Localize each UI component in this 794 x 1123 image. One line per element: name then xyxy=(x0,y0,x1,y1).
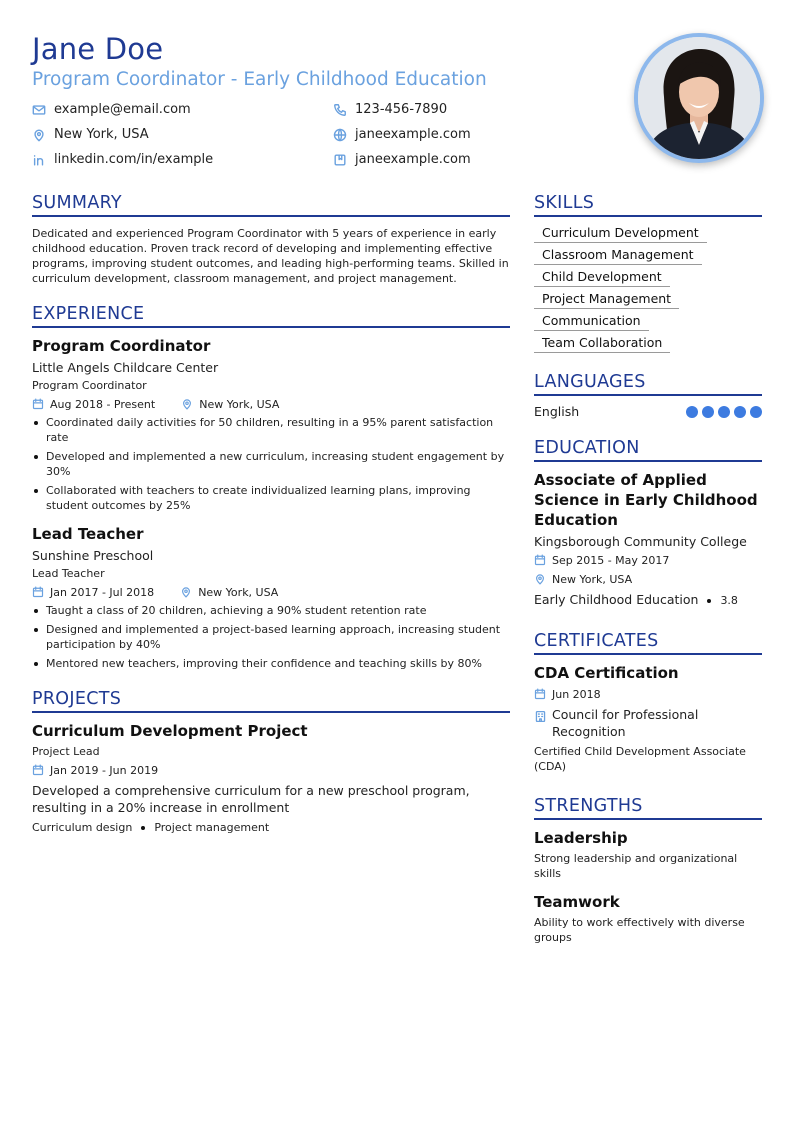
skill-tag: Team Collaboration xyxy=(534,334,670,353)
project-item xyxy=(32,721,510,835)
job-bullets xyxy=(32,603,510,671)
experience-item xyxy=(32,336,510,513)
project-tag: Curriculum design xyxy=(32,821,133,834)
portfolio-text: janeexample.com xyxy=(355,152,471,167)
strength-item xyxy=(534,828,762,881)
certificate-name: CDA Certification xyxy=(534,664,679,682)
skill-tag: Classroom Management xyxy=(534,246,702,265)
job-meta xyxy=(32,585,510,600)
email-text: example@email.com xyxy=(54,102,191,117)
summary-heading: SUMMARY xyxy=(32,192,510,217)
language-name: English xyxy=(534,404,580,419)
phone-icon xyxy=(333,103,348,118)
linkedin-text: linkedin.com/in/example xyxy=(54,152,214,167)
list-item: Mentored new teachers, improving their confidence and teaching skills by 80% xyxy=(32,656,510,671)
calendar-icon xyxy=(534,554,547,567)
job-bullets xyxy=(32,415,510,513)
strengths-heading: STRENGTHS xyxy=(534,795,762,820)
project-description: Developed a comprehensive curriculum for a new preschool program, resulting in a 20% increase in enrollment xyxy=(32,783,470,815)
candidate-title: Program Coordinator - Early Childhood Education xyxy=(32,69,487,90)
project-tags xyxy=(32,820,510,835)
languages-heading: LANGUAGES xyxy=(534,371,762,396)
certificate-issuer: Council for Professional Recognition xyxy=(552,707,699,739)
education-location: New York, USA xyxy=(552,573,633,586)
skills-list xyxy=(534,224,762,353)
experience-item xyxy=(32,524,510,671)
job-title: Program Coordinator xyxy=(32,337,211,355)
certificate-description: Certified Child Development Associate (CDA) xyxy=(534,745,746,773)
company-name: Sunshine Preschool xyxy=(32,548,154,563)
certificates-section xyxy=(534,630,762,774)
linkedin-icon xyxy=(32,153,47,168)
level-dot xyxy=(686,406,698,418)
job-title: Lead Teacher xyxy=(32,525,144,543)
calendar-icon xyxy=(32,586,45,599)
candidate-name: Jane Doe xyxy=(32,32,164,66)
company-name: Little Angels Childcare Center xyxy=(32,360,219,375)
contact-website[interactable] xyxy=(333,127,471,143)
skill-tag: Communication xyxy=(534,312,649,331)
calendar-icon xyxy=(32,398,45,411)
level-dot xyxy=(734,406,746,418)
list-item: Coordinated daily activities for 50 children, resulting in a 95% parent satisfaction rate xyxy=(32,415,510,445)
strength-desc: Strong leadership and organizational skills xyxy=(534,852,738,880)
job-location: New York, USA xyxy=(198,586,279,599)
job-role: Program Coordinator xyxy=(32,379,147,392)
education-field: Early Childhood Education xyxy=(534,592,699,607)
profile-photo-illustration xyxy=(638,37,760,159)
job-role: Lead Teacher xyxy=(32,567,105,580)
location-pin-icon xyxy=(32,128,47,143)
building-icon xyxy=(534,710,547,723)
strength-title: Leadership xyxy=(534,829,628,847)
summary-text: Dedicated and experienced Program Coordinator with 5 years of experience in early childhood education. Proven track record of developing and implementing effective programs, improving student outcomes, and leading high-performing teams. Skilled in curriculum development, classroom management, and project management. xyxy=(32,227,509,285)
project-dates: Jan 2019 - Jun 2019 xyxy=(50,764,159,777)
certificate-issuer-row xyxy=(534,706,762,740)
level-dot xyxy=(750,406,762,418)
project-meta xyxy=(32,763,510,778)
right-column xyxy=(534,192,762,945)
job-dates: Jan 2017 - Jul 2018 xyxy=(50,586,155,599)
list-item: Taught a class of 20 children, achieving a 90% student retention rate xyxy=(32,603,510,618)
education-heading: EDUCATION xyxy=(534,437,762,462)
project-tag: Project management xyxy=(154,821,270,834)
website-text: janeexample.com xyxy=(355,127,471,142)
calendar-icon xyxy=(534,688,547,701)
job-dates: Aug 2018 - Present xyxy=(50,398,156,411)
contact-linkedin[interactable] xyxy=(32,152,213,168)
separator-dot xyxy=(707,599,711,603)
education-dates-row xyxy=(534,553,762,568)
location-pin-icon xyxy=(180,586,193,599)
list-item: Developed and implemented a new curriculum, increasing student engagement by 30% xyxy=(32,449,510,479)
level-dot xyxy=(702,406,714,418)
contact-phone[interactable] xyxy=(333,102,447,118)
summary-section xyxy=(32,192,510,286)
contact-location xyxy=(32,127,149,143)
experience-heading: EXPERIENCE xyxy=(32,303,510,328)
strengths-section xyxy=(534,795,762,945)
left-column xyxy=(32,192,510,835)
strength-item xyxy=(534,892,762,945)
calendar-icon xyxy=(32,764,45,777)
contact-portfolio[interactable] xyxy=(333,152,471,168)
projects-heading: PROJECTS xyxy=(32,688,510,713)
language-row xyxy=(534,404,762,419)
skill-tag: Project Management xyxy=(534,290,679,309)
certificate-date-row xyxy=(534,687,762,702)
phone-text: 123-456-7890 xyxy=(355,102,448,117)
projects-section xyxy=(32,688,510,835)
location-pin-icon xyxy=(534,573,547,586)
mail-icon xyxy=(32,103,47,118)
education-field-row xyxy=(534,591,762,609)
skill-tag: Child Development xyxy=(534,268,670,287)
school-name: Kingsborough Community College xyxy=(534,534,747,549)
profile-photo xyxy=(634,33,764,163)
list-item: Collaborated with teachers to create individualized learning plans, improving student outcomes by 25% xyxy=(32,483,510,513)
education-location-row xyxy=(534,572,762,587)
location-text: New York, USA xyxy=(54,127,149,142)
location-pin-icon xyxy=(181,398,194,411)
project-title: Curriculum Development Project xyxy=(32,722,308,740)
languages-section xyxy=(534,371,762,419)
contact-email[interactable] xyxy=(32,102,191,118)
portfolio-icon xyxy=(333,153,348,168)
level-dot xyxy=(718,406,730,418)
job-location: New York, USA xyxy=(199,398,280,411)
skills-heading: SKILLS xyxy=(534,192,762,217)
skills-section xyxy=(534,192,762,353)
separator-dot xyxy=(141,826,145,830)
globe-icon xyxy=(333,128,348,143)
language-level-dots xyxy=(686,406,762,418)
education-dates: Sep 2015 - May 2017 xyxy=(552,554,670,567)
skill-tag: Curriculum Development xyxy=(534,224,707,243)
degree-title: Associate of Applied Science in Early Childhood Education xyxy=(534,471,758,529)
strength-desc: Ability to work effectively with diverse groups xyxy=(534,916,745,944)
education-gpa: 3.8 xyxy=(720,594,738,607)
certificate-date: Jun 2018 xyxy=(552,688,601,701)
education-section xyxy=(534,437,762,609)
list-item: Designed and implemented a project-based learning approach, increasing student participation by 40% xyxy=(32,622,510,652)
experience-section xyxy=(32,303,510,671)
project-role: Project Lead xyxy=(32,745,100,758)
job-meta xyxy=(32,397,510,412)
certificates-heading: CERTIFICATES xyxy=(534,630,762,655)
strength-title: Teamwork xyxy=(534,893,620,911)
